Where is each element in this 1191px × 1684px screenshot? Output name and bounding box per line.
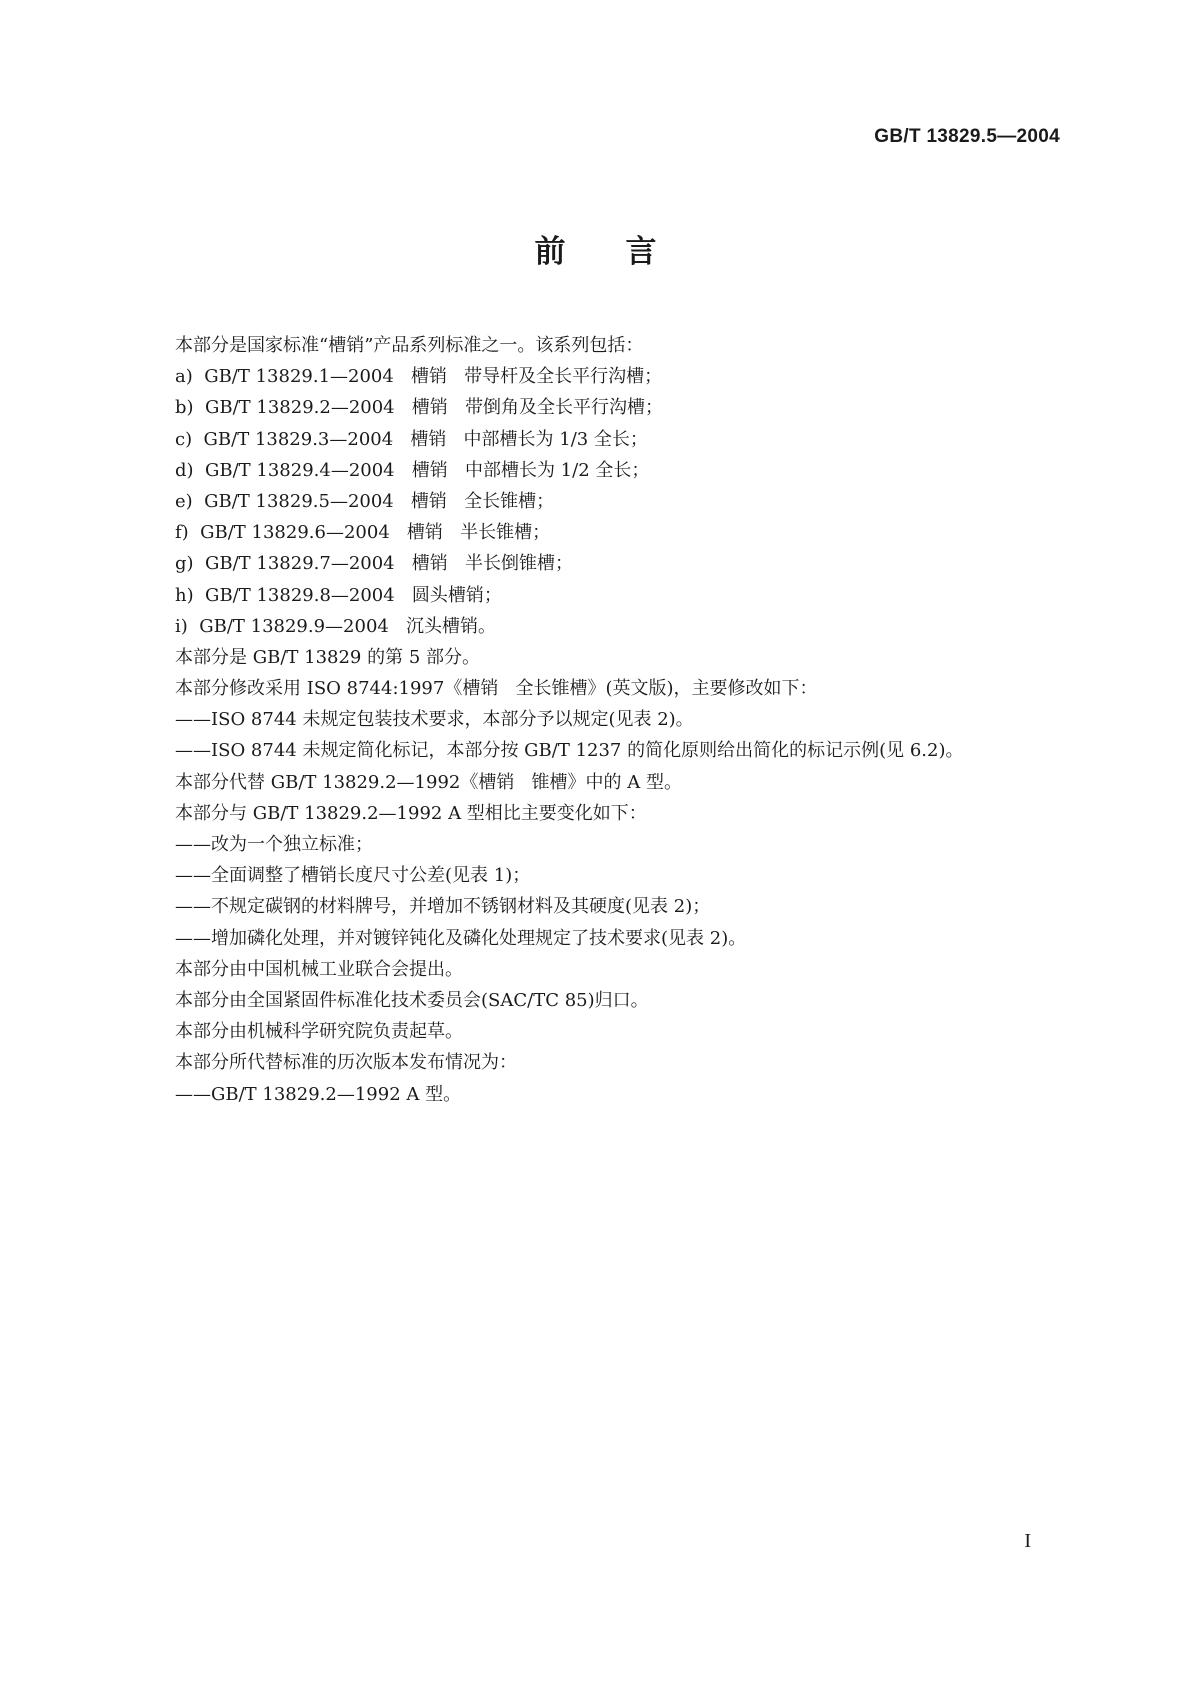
paragraph-part-number: 本部分是 GB/T 13829 的第 5 部分。 <box>175 646 480 668</box>
paragraph-replaces: 本部分代替 GB/T 13829.2—1992《槽销 锥槽》中的 A 型。 <box>175 771 682 793</box>
standard-code: GB/T 13829.5—2004 <box>874 126 1060 147</box>
change-item: ——不规定碳钢的材料牌号，并增加不锈钢材料及其硬度(见表 2)； <box>175 896 711 918</box>
list-item-f: f) GB/T 13829.6—2004 槽销 半长锥槽； <box>175 522 551 544</box>
list-item-h: h) GB/T 13829.8—2004 圆头槽销； <box>175 584 502 606</box>
list-item-c: c) GB/T 13829.3—2004 槽销 中部槽长为 1/3 全长； <box>175 428 648 450</box>
change-item: ——改为一个独立标准； <box>175 834 373 855</box>
list-item-g: g) GB/T 13829.7—2004 槽销 半长倒锥槽； <box>175 553 573 575</box>
paragraph-series-intro: 本部分是国家标准“槽销”产品系列标准之一。该系列包括： <box>175 335 644 356</box>
change-item: ——ISO 8744 未规定简化标记，本部分按 GB/T 1237 的简化原则给出简化的标记示例(见 6.2)。 <box>175 740 964 762</box>
list-item-e: e) GB/T 13829.5—2004 槽销 全长锥槽； <box>175 490 555 512</box>
paragraph-proposer: 本部分由中国机械工业联合会提出。 <box>175 958 463 980</box>
page-title: 前言 <box>534 234 717 270</box>
list-item-i: i) GB/T 13829.9—2004 沉头槽销。 <box>175 615 497 637</box>
list-item-a: a) GB/T 13829.1—2004 槽销 带导杆及全长平行沟槽； <box>175 366 663 388</box>
paragraph-drafter: 本部分由机械科学研究院负责起草。 <box>175 1021 463 1043</box>
list-item-b: b) GB/T 13829.2—2004 槽销 带倒角及全长平行沟槽； <box>175 397 663 419</box>
page-number: I <box>1024 1530 1031 1552</box>
change-item: ——全面调整了槽销长度尺寸公差(见表 1)； <box>175 865 531 887</box>
list-item-d: d) GB/T 13829.4—2004 槽销 中部槽长为 1/2 全长； <box>175 459 650 481</box>
change-item: ——增加磷化处理，并对镀锌钝化及磷化处理规定了技术要求(见表 2)。 <box>175 927 747 949</box>
paragraph-committee: 本部分由全国紧固件标准化技术委员会(SAC/TC 85)归口。 <box>175 989 649 1011</box>
history-item: ——GB/T 13829.2—1992 A 型。 <box>175 1083 462 1105</box>
paragraph-iso-adoption: 本部分修改采用 ISO 8744:1997《槽销 全长锥槽》(英文版)，主要修改如下： <box>175 678 818 700</box>
paragraph-history-intro: 本部分所代替标准的历次版本发布情况为： <box>175 1052 517 1074</box>
foreword-body <box>175 330 1075 1110</box>
change-item: ——ISO 8744 未规定包装技术要求，本部分予以规定(见表 2)。 <box>175 709 694 731</box>
paragraph-main-changes: 本部分与 GB/T 13829.2—1992 A 型相比主要变化如下： <box>175 802 647 824</box>
